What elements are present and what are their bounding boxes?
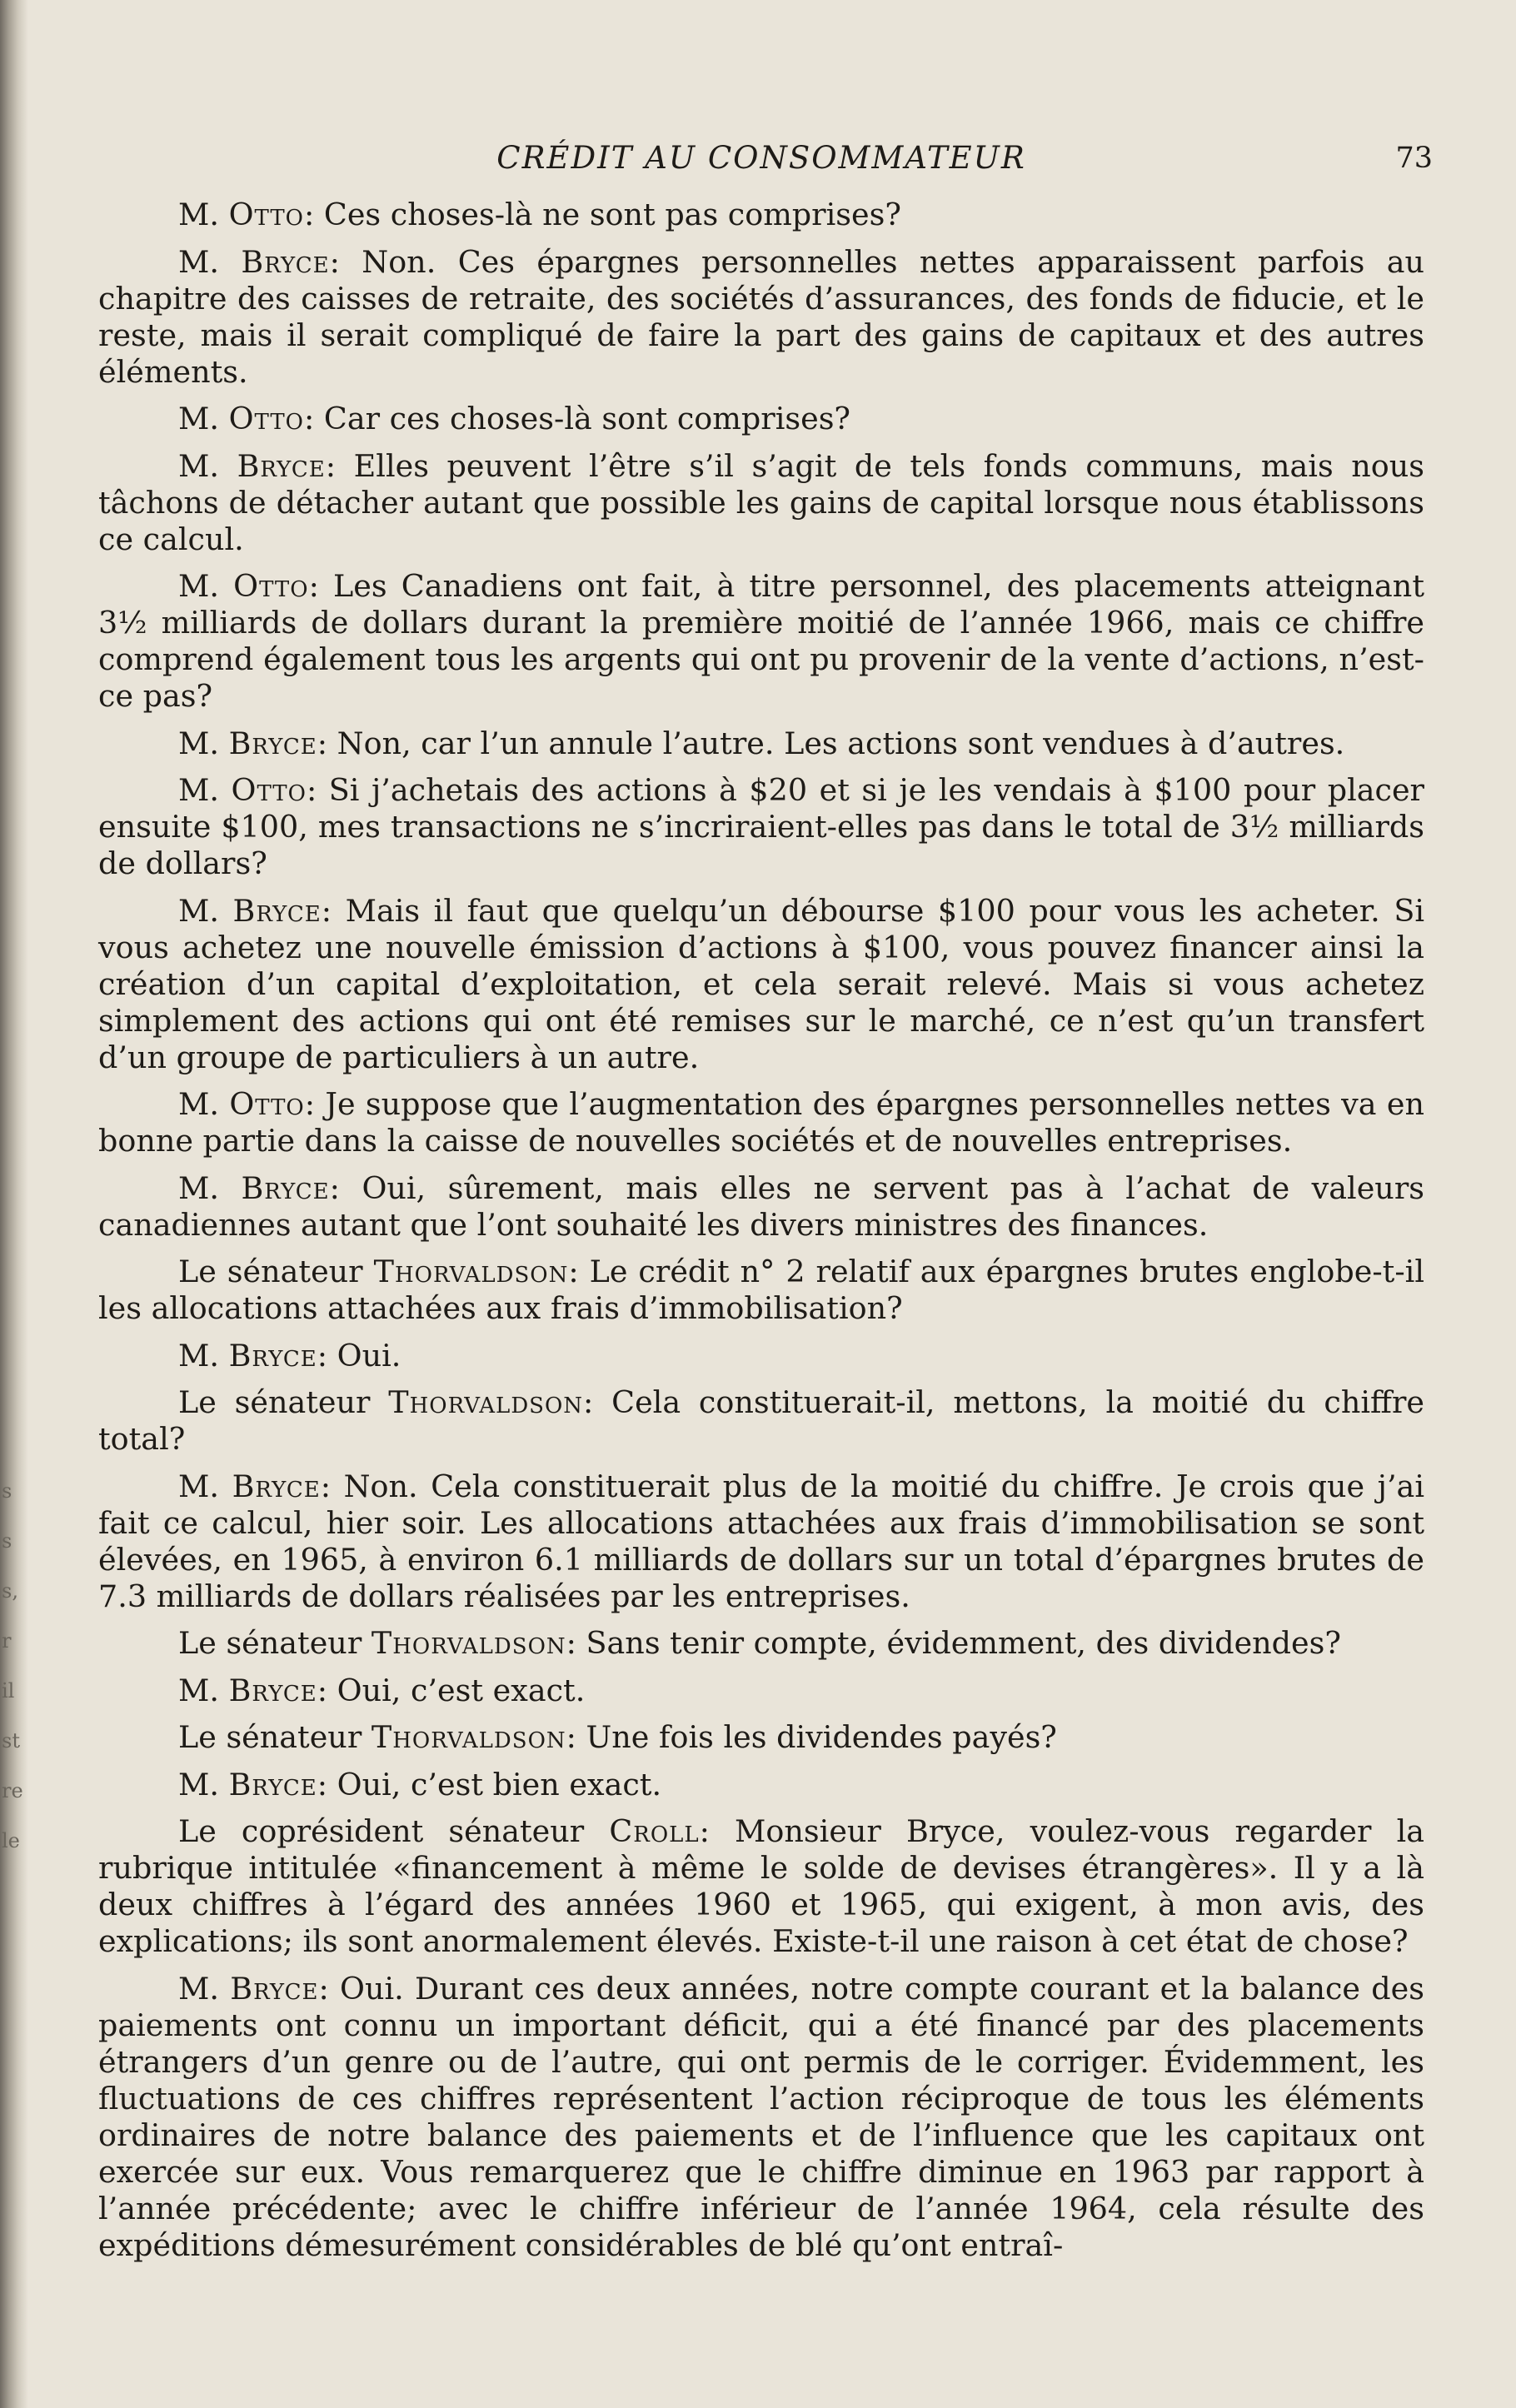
margin-mark: s xyxy=(2,1529,12,1553)
entry-text: : Le crédit n° 2 relatif aux épargnes brutes englobe-t-il les allocations attachées aux frais d’immobilisation? xyxy=(98,1254,1425,1326)
document-page xyxy=(98,125,1433,2274)
margin-mark: s xyxy=(2,1479,12,1503)
speaker-name: Bryce xyxy=(232,892,322,929)
transcript-entry xyxy=(98,1767,1424,1803)
speaker-prefix: Le sénateur xyxy=(178,1384,371,1420)
entry-text: : Mais il faut que quelqu’un débourse $100 pour vous les acheter. Si vous achetez une nouvelle émission d’actions à $100, vous pouvez financer ainsi la création d’un capital d’exploitation, et cela serait relevé. Mais si vous achetez simplement des actions qui ont été remises sur le marché, ce n’est qu’un transfert d’un groupe de particuliers à un autre. xyxy=(98,892,1424,1075)
transcript-entry xyxy=(98,1625,1424,1662)
speaker-prefix: M. xyxy=(178,197,219,232)
speaker-name: Thorvaldson xyxy=(371,1625,566,1661)
speaker-name: Bryce xyxy=(228,1672,317,1708)
speaker-prefix: M. xyxy=(178,892,219,929)
speaker-prefix: M. xyxy=(178,568,219,604)
speaker-name: Otto xyxy=(228,197,304,232)
entry-text: : Oui, c’est exact. xyxy=(317,1672,586,1708)
transcript-entry xyxy=(98,772,1424,882)
transcript-entry xyxy=(98,401,1424,437)
transcript-entry xyxy=(98,1338,1424,1374)
speaker-name: Otto xyxy=(233,568,309,604)
entry-text: : Sans tenir compte, évidemment, des dividendes? xyxy=(566,1625,1341,1661)
transcript-entry xyxy=(98,1719,1424,1756)
transcript-entry xyxy=(98,1254,1424,1327)
speaker-prefix: M. xyxy=(178,772,219,808)
transcript-entry xyxy=(98,1384,1424,1458)
transcript-entry xyxy=(98,568,1424,715)
page-number: 73 xyxy=(1395,142,1433,175)
entry-text: : Car ces choses-là sont comprises? xyxy=(304,401,851,436)
entry-text: : Je suppose que l’augmentation des épargnes personnelles nettes va en bonne partie dans la caisse de nouvelles sociétés et de nouvelles entreprises. xyxy=(98,1086,1425,1159)
speaker-prefix: M. xyxy=(178,725,219,761)
entry-text: : Ces choses-là ne sont pas comprises? xyxy=(304,197,901,232)
transcript-entry xyxy=(98,197,1424,233)
entry-text: : Non. Ces épargnes personnelles nettes apparaissent parfois au chapitre des caisses de retraite, des sociétés d’assurances, des fonds de fiducie, et le reste, mais il serait compliqué de faire la part des gains de capitaux et des autres éléments. xyxy=(98,243,1424,390)
transcript-entry xyxy=(98,1468,1424,1615)
margin-mark: r xyxy=(2,1629,12,1653)
speaker-prefix: Le sénateur xyxy=(178,1625,362,1661)
entry-text: : Oui, c’est bien exact. xyxy=(317,1766,662,1802)
margin-mark: le xyxy=(2,1829,20,1852)
running-title: CRÉDIT AU CONSOMMATEUR xyxy=(496,140,1026,176)
speaker-prefix: M. xyxy=(178,1337,219,1374)
entry-text: : Si j’achetais des actions à $20 et si je les vendais à $100 pour placer ensuite $100, mes transactions ne s’incriraient-elles pas dans le total de 3½ milliards de dollars? xyxy=(98,772,1424,881)
entry-text: : Non, car l’un annule l’autre. Les actions sont vendues à d’autres. xyxy=(317,725,1345,761)
transcript-entry xyxy=(98,1971,1424,2264)
running-header xyxy=(98,125,1433,183)
speaker-name: Otto xyxy=(231,772,307,808)
speaker-name: Bryce xyxy=(228,725,317,761)
speaker-name: Otto xyxy=(228,401,304,436)
entry-text: : Oui. xyxy=(317,1337,401,1374)
speaker-name: Bryce xyxy=(237,447,326,484)
speaker-name: Bryce xyxy=(241,243,330,280)
speaker-prefix: M. xyxy=(178,243,219,280)
speaker-name: Thorvaldson xyxy=(373,1254,569,1289)
speaker-name: Bryce xyxy=(228,1766,317,1802)
speaker-name: Bryce xyxy=(230,1970,319,2007)
binding-gutter xyxy=(0,0,28,2408)
transcript-entry xyxy=(98,1170,1424,1244)
margin-mark: st xyxy=(2,1729,20,1752)
speaker-name: Bryce xyxy=(241,1169,330,1206)
speaker-name: Thorvaldson xyxy=(371,1719,566,1755)
margin-mark: s, xyxy=(2,1579,18,1603)
entry-text: : Monsieur Bryce, voulez-vous regarder la rubrique intitulée «financement à même le solde de devises étrangères». Il y a là deux chiffres à l’égard des années 1960 et 1965, qui exigent, à mon avis, des explications; ils sont anormalement élevés. Existe-t-il une raison à cet état de chose? xyxy=(98,1813,1424,1959)
margin-mark: re xyxy=(2,1779,23,1802)
entry-text: : Cela constituerait-il, mettons, la moitié du chiffre total? xyxy=(98,1384,1425,1457)
entry-text: : Une fois les dividendes payés? xyxy=(566,1719,1057,1755)
speaker-prefix: M. xyxy=(178,1169,219,1206)
speaker-prefix: M. xyxy=(178,401,219,436)
transcript-entry xyxy=(98,1086,1424,1159)
speaker-name: Otto xyxy=(229,1086,305,1122)
speaker-name: Bryce xyxy=(228,1337,317,1374)
entry-text: : Oui, sûrement, mais elles ne servent pas à l’achat de valeurs canadiennes autant que l’ont souhaité les divers ministres des finances. xyxy=(98,1169,1424,1243)
transcript-entry xyxy=(98,1813,1424,1960)
speaker-name: Croll xyxy=(609,1813,700,1849)
speaker-prefix: M. xyxy=(178,1672,219,1708)
speaker-prefix: M. xyxy=(178,1766,219,1802)
speaker-name: Bryce xyxy=(232,1468,321,1504)
transcript-entry xyxy=(98,1673,1424,1709)
entry-text: : Oui. Durant ces deux années, notre compte courant et la balance des paiements ont connu un important déficit, qui a été financé par des placements étrangers d’un genre ou de l’autre, qui ont permis de le corriger. Évidemment, les fluctuations de ces chiffres représentent l’action réciproque de tous les éléments ordinaires de notre balance des paiements et de l’influence que les capitaux ont exercée sur eux. Vous remarquerez que le chiffre diminue en 1963 par rapport à l’année précédente; avec le chiffre inférieur de l’année 1964, cela résulte des expéditions démesurément considérables de blé qu’ont entraî- xyxy=(98,1970,1424,2263)
speaker-prefix: M. xyxy=(178,447,219,484)
speaker-name: Thorvaldson xyxy=(388,1384,584,1420)
transcript-body xyxy=(98,197,1424,2264)
speaker-prefix: Le sénateur xyxy=(178,1719,362,1755)
speaker-prefix: M. xyxy=(178,1086,219,1122)
transcript-entry xyxy=(98,244,1424,391)
transcript-entry xyxy=(98,893,1424,1076)
entry-text: : Les Canadiens ont fait, à titre personnel, des placements atteignant 3½ milliards de dollars durant la première moitié de l’année 1966, mais ce chiffre comprend également tous les argents qui ont pu provenir de la vente d’actions, n’est-ce pas? xyxy=(98,568,1424,714)
margin-mark: il xyxy=(2,1679,15,1703)
bleed-through-marks xyxy=(2,1466,25,1866)
entry-text: : Non. Cela constituerait plus de la moitié du chiffre. Je crois que j’ai fait ce calcul, hier soir. Les allocations attachées aux frais d’immobilisation se sont élevées, en 1965, à environ 6.1 milliards de dollars sur un total d’épargnes brutes de 7.3 milliards de dollars réalisées par les entreprises. xyxy=(98,1468,1424,1614)
speaker-prefix: Le coprésident sénateur xyxy=(178,1813,585,1849)
speaker-prefix: M. xyxy=(178,1970,219,2007)
entry-text: : Elles peuvent l’être s’il s’agit de tels fonds communs, mais nous tâchons de détacher autant que possible les gains de capital lorsque nous établissons ce calcul. xyxy=(98,447,1424,557)
speaker-prefix: Le sénateur xyxy=(178,1254,363,1289)
speaker-prefix: M. xyxy=(178,1468,219,1504)
transcript-entry xyxy=(98,725,1424,762)
transcript-entry xyxy=(98,448,1424,558)
